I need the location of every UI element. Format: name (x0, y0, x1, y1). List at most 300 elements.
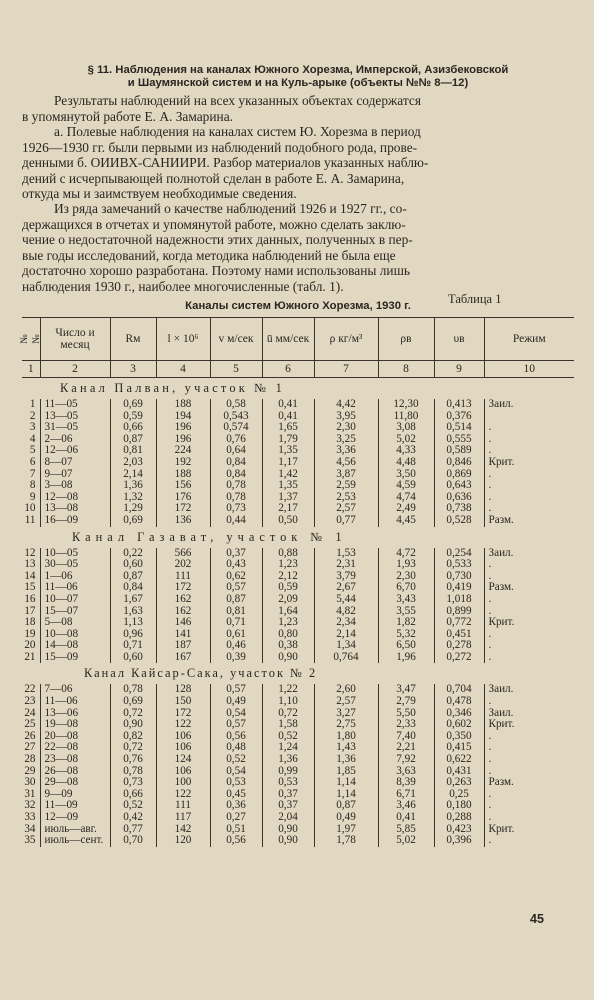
header-row (22, 318, 574, 361)
table-cell: 23 (24, 696, 36, 708)
table-cell: 2,12 (262, 571, 314, 583)
table-cell: . (484, 480, 574, 492)
text-line: Из ряда замечаний о качестве наблюдений 1926 и 1927 гг., со- (54, 201, 407, 216)
table-cell: 0,622 (434, 754, 484, 766)
header-cell: №№ (22, 318, 40, 361)
column-number-row (22, 361, 574, 378)
table-cell: 0,415 (434, 742, 484, 754)
table-cell: 7—06 (40, 684, 110, 696)
table-cell: 1,17 (262, 457, 314, 469)
table-cell: 1,96 (378, 652, 434, 664)
table-cell: 4,45 (378, 515, 434, 527)
table-cell: 122 (156, 719, 210, 731)
table-cell: 1,35 (262, 480, 314, 492)
header-cell: ū мм/сек (262, 318, 314, 361)
table-cell: 0,43 (210, 559, 262, 571)
table-row (22, 684, 574, 696)
table-cell: 150 (156, 696, 210, 708)
table-cell: 188 (156, 399, 210, 411)
text-line: а. Полевые наблюдения на каналах систем Ю. Хорезма в период (54, 124, 421, 139)
paragraph-intro (22, 93, 574, 124)
table-cell: 0,59 (262, 582, 314, 594)
section-row (22, 527, 574, 548)
table-cell: 128 (156, 684, 210, 696)
table-cell: 1,79 (262, 434, 314, 446)
table-cell: 1,14 (314, 789, 378, 801)
table-cell: 0,53 (210, 777, 262, 789)
table-cell: 0,704 (434, 684, 484, 696)
table-cell: . (484, 754, 574, 766)
table-cell: 0,78 (110, 766, 156, 778)
table-cell: 0,52 (210, 754, 262, 766)
table-cell: 11,80 (378, 411, 434, 423)
table-cell: 6,70 (378, 582, 434, 594)
table-cell: 1 (29, 399, 36, 410)
table-cell: 10—08 (40, 629, 110, 641)
table-cell: 20—08 (40, 731, 110, 743)
table-cell: 0,543 (210, 411, 262, 423)
table-cell: 0,41 (262, 411, 314, 423)
table-cell: 6,71 (378, 789, 434, 801)
table-cell: 172 (156, 708, 210, 720)
table-row (22, 754, 574, 766)
text-line: в упомянутой работе Е. А. Замарина. (22, 108, 233, 124)
table-cell: 3,50 (378, 469, 434, 481)
table-cell: 20 (24, 640, 36, 652)
section-title: Канал Газават, участок № 1 (72, 529, 347, 544)
table-cell: 0,37 (262, 789, 314, 801)
table-row (22, 492, 574, 504)
table-cell: 13—06 (40, 708, 110, 720)
table-cell: 3,63 (378, 766, 434, 778)
table-cell: 0,25 (434, 789, 484, 801)
column-number: 2 (40, 361, 110, 378)
table-cell: 10—05 (40, 548, 110, 560)
column-number: 6 (262, 361, 314, 378)
table-cell: 26—08 (40, 766, 110, 778)
table-cell: 9—07 (40, 469, 110, 481)
table-cell: 136 (156, 515, 210, 527)
table-cell: 6,50 (378, 640, 434, 652)
table-row (22, 731, 574, 743)
table-cell: 111 (156, 571, 210, 583)
table-cell: 172 (156, 503, 210, 515)
table-cell: 16—09 (40, 515, 110, 527)
table-cell: 7,92 (378, 754, 434, 766)
text-line: дений с исчерпывающей полнотой сделан в работе Е. А. Замарина, (22, 170, 405, 186)
table-cell: 1,34 (314, 640, 378, 652)
heading-line: § 11. Наблюдения на каналах Южного Хорезма, Имперской, Азизбековской (87, 64, 509, 76)
table-cell: 14—08 (40, 640, 110, 652)
table-cell: 4,56 (314, 457, 378, 469)
table-cell: 2,09 (262, 594, 314, 606)
table-cell: 1,43 (314, 742, 378, 754)
table-cell: 4,33 (378, 445, 434, 457)
table-cell: 1,82 (378, 617, 434, 629)
column-number: 10 (484, 361, 574, 378)
table-cell: Разм. (484, 777, 574, 789)
table-cell: 1,64 (262, 606, 314, 618)
table-row (22, 629, 574, 641)
table-cell: 0,61 (210, 629, 262, 641)
table-cell: 23—08 (40, 754, 110, 766)
table-cell: 4,59 (378, 480, 434, 492)
table-cell: 2,60 (314, 684, 378, 696)
table-cell: 142 (156, 824, 210, 836)
table-row (22, 696, 574, 708)
table-cell: 30 (24, 777, 36, 789)
table-cell: 0,69 (110, 399, 156, 411)
column-number: 8 (378, 361, 434, 378)
table-cell: 2,59 (314, 480, 378, 492)
table-cell: 0,53 (262, 777, 314, 789)
table-cell: 9 (29, 491, 36, 503)
table-cell: 4,48 (378, 457, 434, 469)
table-cell: 4,42 (314, 399, 378, 411)
table-cell: 2,14 (314, 629, 378, 641)
table-cell: 3,95 (314, 411, 378, 423)
table-cell: 1,13 (110, 617, 156, 629)
table-cell: 0,76 (110, 754, 156, 766)
table-cell: 1,24 (262, 742, 314, 754)
header-cell: v м/сек (210, 318, 262, 361)
table-cell: 1,58 (262, 719, 314, 731)
table-cell: 0,643 (434, 480, 484, 492)
section-heading (22, 64, 574, 89)
table-cell: 0,87 (314, 800, 378, 812)
table-row (22, 445, 574, 457)
table-cell: 2,57 (314, 696, 378, 708)
table-cell: . (484, 469, 574, 481)
table-cell: 0,87 (110, 434, 156, 446)
table-row (22, 777, 574, 789)
table-cell: 0,869 (434, 469, 484, 481)
table-cell: 0,423 (434, 824, 484, 836)
table-cell: 0,574 (210, 422, 262, 434)
heading-line: и Шаумянской систем и на Куль-арыке (объекты №№ 8—12) (127, 76, 469, 89)
table-cell: 224 (156, 445, 210, 457)
table-cell: 8—07 (40, 457, 110, 469)
table-row (22, 422, 574, 434)
table-cell: 29 (24, 765, 36, 777)
table-cell: 0,78 (210, 492, 262, 504)
table-cell: 3,46 (378, 800, 434, 812)
table-row (22, 457, 574, 469)
table-cell: 33 (24, 812, 36, 823)
table-cell: 12—06 (40, 445, 110, 457)
table-cell: 0,59 (110, 411, 156, 423)
table-cell: Заил. (484, 708, 574, 720)
table-cell: 11—09 (40, 800, 110, 812)
table-cell: 0,413 (434, 399, 484, 411)
table-cell: 0,51 (210, 824, 262, 836)
table-cell: 5,32 (378, 629, 434, 641)
table-cell: 11—06 (40, 696, 110, 708)
table-row (22, 835, 574, 847)
table-cell: 2,67 (314, 582, 378, 594)
table-cell: 3,36 (314, 445, 378, 457)
table-row (22, 789, 574, 801)
text-line: откуда мы и заимствуем необходимые сведения. (22, 186, 297, 201)
table-cell: 5,02 (378, 835, 434, 847)
table-cell: 10 (24, 503, 36, 515)
table-cell: 2 (29, 410, 36, 422)
table-body (22, 378, 574, 847)
table-cell: 4,74 (378, 492, 434, 504)
table-cell: . (484, 503, 574, 515)
table-cell: 1,63 (110, 606, 156, 618)
table-cell: 0,72 (110, 742, 156, 754)
table-cell: 0,57 (210, 684, 262, 696)
table-cell: Крит. (484, 457, 574, 469)
table-cell: 1,10 (262, 696, 314, 708)
section-title: Канал Кайсар-Сака, участок № 2 (84, 666, 318, 681)
column-number: 1 (22, 361, 40, 378)
table-cell: Крит. (484, 719, 574, 731)
table-cell: июль—сент. (40, 835, 110, 847)
table-cell: 25 (24, 719, 36, 731)
table-row (22, 399, 574, 411)
table-cell: 0,54 (210, 708, 262, 720)
table-cell: Крит. (484, 617, 574, 629)
table-cell: 0,41 (378, 812, 434, 824)
text-line: денными б. ОИИВХ-САНИИРИ. Разбор материалов указанных наблю- (22, 155, 429, 170)
table-cell: Крит. (484, 824, 574, 836)
table-cell: 202 (156, 559, 210, 571)
table-cell: 1,37 (262, 492, 314, 504)
table-cell: 0,49 (314, 812, 378, 824)
table-cell: 0,71 (110, 640, 156, 652)
table-cell: 35 (24, 835, 36, 847)
table-cell: 100 (156, 777, 210, 789)
table-row (22, 571, 574, 583)
table-cell: 0,77 (110, 824, 156, 836)
table-cell: 0,69 (110, 515, 156, 527)
table-cell: 1,80 (314, 731, 378, 743)
table-cell: 1,36 (110, 480, 156, 492)
table-row (22, 800, 574, 812)
table-cell: 1,35 (262, 445, 314, 457)
table-cell: 0,451 (434, 629, 484, 641)
table-cell: 2,53 (314, 492, 378, 504)
table-cell: 0,254 (434, 548, 484, 560)
text-line: вые годы исследований, когда методика наблюдений не была еще (22, 247, 396, 263)
paragraph-a (22, 124, 574, 202)
text-line: достаточно хорошо разработана. Поэтому нами использованы лишь (22, 263, 411, 278)
header-cell: Rм (110, 318, 156, 361)
table-cell: 0,42 (110, 812, 156, 824)
table-cell: . (484, 492, 574, 504)
table-cell: 12—08 (40, 492, 110, 504)
section-title: Канал Палван, участок № 1 (60, 381, 285, 395)
section-row (22, 663, 574, 684)
table-cell: 9—09 (40, 789, 110, 801)
section-row (22, 378, 574, 400)
table-cell: 0,87 (210, 594, 262, 606)
table-cell: 0,50 (262, 515, 314, 527)
table-cell: 111 (156, 800, 210, 812)
table-cell: 1,36 (314, 754, 378, 766)
table-cell: 0,60 (110, 559, 156, 571)
table-cell: 3,27 (314, 708, 378, 720)
table-cell: 3,25 (314, 434, 378, 446)
table-cell: 0,54 (210, 766, 262, 778)
table-cell: 162 (156, 606, 210, 618)
table-row (22, 469, 574, 481)
table-cell: 0,73 (110, 777, 156, 789)
table-cell: 26 (24, 730, 36, 742)
table-row (22, 640, 574, 652)
table-cell: 0,64 (210, 445, 262, 457)
table-cell: 2,30 (314, 422, 378, 434)
table-cell: 19 (24, 628, 36, 640)
table-cell: 1,29 (110, 503, 156, 515)
table-cell: 1,67 (110, 594, 156, 606)
table-cell: 12 (24, 547, 36, 559)
table-row (22, 652, 574, 664)
table-cell: 0,263 (434, 777, 484, 789)
table-cell: 1,23 (262, 559, 314, 571)
table-cell: 124 (156, 754, 210, 766)
table-row (22, 617, 574, 629)
table-cell: 0,78 (210, 480, 262, 492)
table-cell: 1,65 (262, 422, 314, 434)
table-cell: 0,555 (434, 434, 484, 446)
table-cell: 120 (156, 835, 210, 847)
table-cell: 0,78 (110, 684, 156, 696)
table-cell: 0,84 (110, 582, 156, 594)
table-cell: 1—06 (40, 571, 110, 583)
table-cell: 156 (156, 480, 210, 492)
header-cell: l × 10⁶ (156, 318, 210, 361)
table-row (22, 582, 574, 594)
header-cell: Число и месяц (40, 318, 110, 361)
table-cell: 24 (24, 707, 36, 719)
table-cell: 117 (156, 812, 210, 824)
table-cell: 196 (156, 422, 210, 434)
table-cell: 0,66 (110, 789, 156, 801)
table-cell: Разм. (484, 515, 574, 527)
table-cell: июль—авг. (40, 824, 110, 836)
table-cell: 1,97 (314, 824, 378, 836)
table-cell: . (484, 594, 574, 606)
table-cell: 0,41 (262, 399, 314, 411)
table-cell: 11—05 (40, 399, 110, 411)
table-cell: 5,44 (314, 594, 378, 606)
table-row (22, 812, 574, 824)
table-cell: 2,79 (378, 696, 434, 708)
table-cell: 0,602 (434, 719, 484, 731)
table-cell: 0,52 (110, 800, 156, 812)
table-cell: 3,55 (378, 606, 434, 618)
table-row (22, 719, 574, 731)
table-number: Таблица 1 (448, 292, 502, 306)
table-cell: 2,30 (378, 571, 434, 583)
table-cell: 16 (24, 593, 36, 605)
table-cell: 0,636 (434, 492, 484, 504)
table-cell: 22 (24, 684, 36, 696)
table-cell: 1,14 (314, 777, 378, 789)
table-cell: 0,350 (434, 731, 484, 743)
table-cell: 0,272 (434, 652, 484, 664)
table-cell: 146 (156, 617, 210, 629)
table-cell: 13—05 (40, 411, 110, 423)
table-cell: 0,76 (210, 434, 262, 446)
table-cell: 4,72 (378, 548, 434, 560)
table-row (22, 434, 574, 446)
table-cell: 1,53 (314, 548, 378, 560)
table-cell: 0,73 (210, 503, 262, 515)
table-cell: 2,14 (110, 469, 156, 481)
table-cell: 0,90 (262, 652, 314, 664)
table-row (22, 708, 574, 720)
table-cell: . (484, 422, 574, 434)
table-row (22, 480, 574, 492)
table-cell: . (484, 812, 574, 824)
table-cell: 1,018 (434, 594, 484, 606)
header-cell: υв (434, 318, 484, 361)
table-cell: 176 (156, 492, 210, 504)
table-cell: 0,45 (210, 789, 262, 801)
table-cell: 0,81 (110, 445, 156, 457)
table-cell: . (484, 789, 574, 801)
table-cell: 8 (29, 480, 36, 492)
table-cell: 0,278 (434, 640, 484, 652)
data-table (18, 317, 574, 847)
column-number: 3 (110, 361, 156, 378)
table-cell: 0,72 (262, 708, 314, 720)
header-cell: ρ кг/м³ (314, 318, 378, 361)
table-cell: 3,87 (314, 469, 378, 481)
table-cell: 2,03 (110, 457, 156, 469)
table-cell: 3—08 (40, 480, 110, 492)
table-cell: 2,17 (262, 503, 314, 515)
table-cell: 1,42 (262, 469, 314, 481)
table-cell: 18 (24, 617, 36, 629)
table-cell: 0,846 (434, 457, 484, 469)
table-cell: 32 (24, 800, 36, 812)
table-cell: 11—06 (40, 582, 110, 594)
table-cell: 1,78 (314, 835, 378, 847)
table-cell: 0,764 (314, 652, 378, 664)
table-cell: 30—05 (40, 559, 110, 571)
table-cell: 0,84 (210, 457, 262, 469)
table-cell: . (484, 629, 574, 641)
table-cell: 15—09 (40, 652, 110, 664)
table-cell: 0,81 (210, 606, 262, 618)
table-cell: 0,44 (210, 515, 262, 527)
table-cell: 0,57 (210, 719, 262, 731)
table-cell: . (484, 800, 574, 812)
table-cell: 2,34 (314, 617, 378, 629)
column-number: 9 (434, 361, 484, 378)
table-cell: 2,31 (314, 559, 378, 571)
header-cell: Режим (484, 318, 574, 361)
table-cell: 0,57 (210, 582, 262, 594)
table-cell: 12,30 (378, 399, 434, 411)
table-cell: 122 (156, 789, 210, 801)
table-cell: 196 (156, 434, 210, 446)
table-row (22, 606, 574, 618)
table-cell: 1,23 (262, 617, 314, 629)
table-cell: 3,47 (378, 684, 434, 696)
table-cell: 0,99 (262, 766, 314, 778)
table-cell: 0,71 (210, 617, 262, 629)
table-cell: 1,22 (262, 684, 314, 696)
table-cell: 0,514 (434, 422, 484, 434)
table-cell: 10—07 (40, 594, 110, 606)
table-cell: 0,72 (110, 708, 156, 720)
